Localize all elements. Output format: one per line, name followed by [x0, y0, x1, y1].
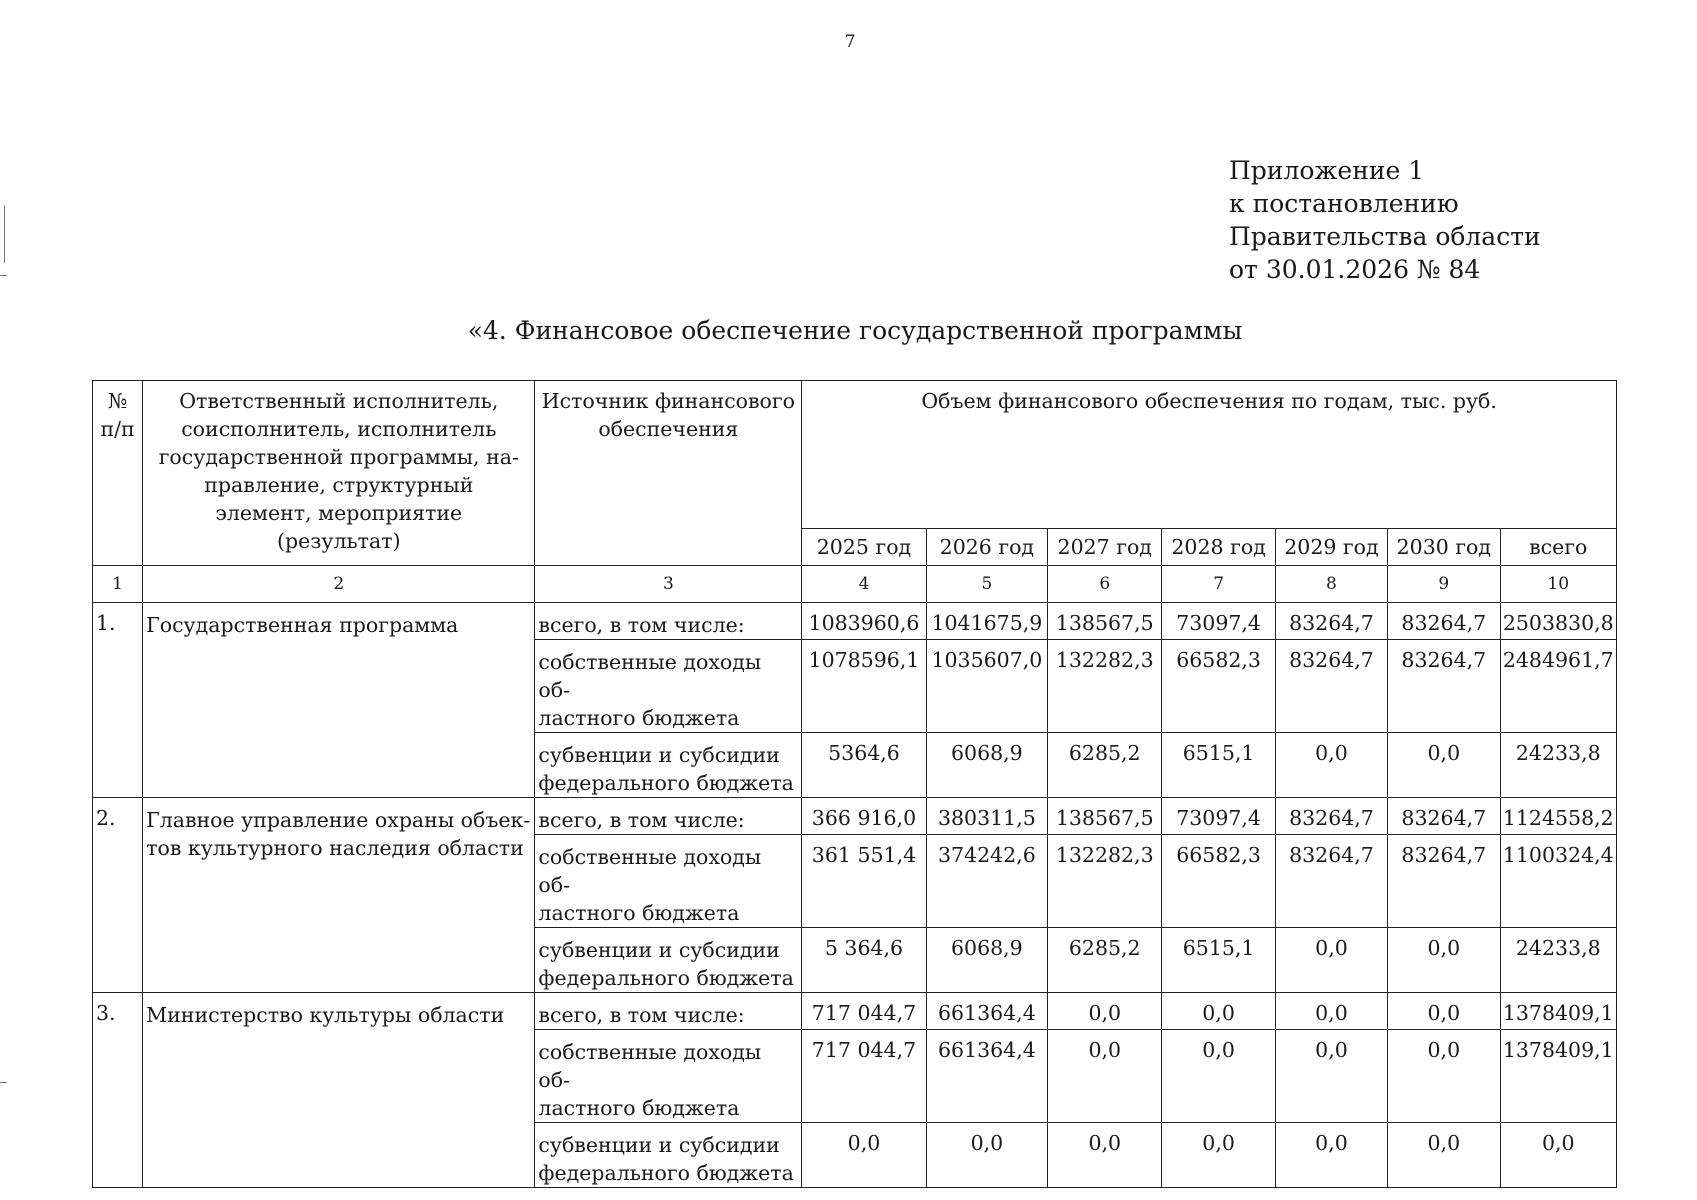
annex-line: от 30.01.2026 № 84 — [1229, 255, 1481, 284]
row-index: 2. — [93, 798, 143, 993]
year-header: 2027 год — [1048, 529, 1162, 566]
funding-source: собственные доходы об- ластного бюджета — [535, 640, 802, 733]
amount-cell: 0,0 — [1388, 1123, 1500, 1188]
amount-cell: 380311,5 — [926, 798, 1047, 835]
table-row — [93, 603, 1617, 640]
executor-name: Министерство культуры области — [143, 993, 535, 1188]
funding-source: собственные доходы об- ластного бюджета — [535, 1030, 802, 1123]
funding-source: всего, в том числе: — [535, 603, 802, 640]
amount-cell: 1378409,1 — [1500, 993, 1617, 1030]
amount-cell: 6285,2 — [1048, 928, 1162, 993]
amount-cell: 0,0 — [1048, 993, 1162, 1030]
amount-cell: 6515,1 — [1162, 733, 1275, 798]
amount-cell: 0,0 — [1048, 1030, 1162, 1123]
amount-cell: 0,0 — [1388, 928, 1500, 993]
annex-line: к постановлению — [1229, 189, 1459, 218]
amount-cell: 138567,5 — [1048, 603, 1162, 640]
amount-cell: 1035607,0 — [926, 640, 1047, 733]
amount-cell: 73097,4 — [1162, 798, 1275, 835]
column-number: 8 — [1275, 566, 1387, 603]
funding-source: субвенции и субсидии федерального бюджета — [535, 1123, 802, 1188]
amount-cell: 83264,7 — [1388, 835, 1500, 928]
header-volume — [802, 381, 1617, 529]
amount-cell: 83264,7 — [1275, 835, 1387, 928]
amount-cell: 2503830,8 — [1500, 603, 1617, 640]
amount-cell: 0,0 — [1275, 1030, 1387, 1123]
amount-cell: 0,0 — [1275, 1123, 1387, 1188]
amount-cell: 6068,9 — [926, 733, 1047, 798]
amount-cell: 0,0 — [1500, 1123, 1617, 1188]
scan-mark — [4, 205, 5, 263]
column-number: 6 — [1048, 566, 1162, 603]
column-number: 2 — [143, 566, 535, 603]
amount-cell: 6285,2 — [1048, 733, 1162, 798]
amount-cell: 138567,5 — [1048, 798, 1162, 835]
year-header: 2028 год — [1162, 529, 1275, 566]
amount-cell: 661364,4 — [926, 993, 1047, 1030]
amount-cell: 83264,7 — [1388, 798, 1500, 835]
year-header: 2025 год — [802, 529, 926, 566]
amount-cell: 661364,4 — [926, 1030, 1047, 1123]
amount-cell: 0,0 — [1388, 733, 1500, 798]
row-index: 1. — [93, 603, 143, 798]
amount-cell: 1041675,9 — [926, 603, 1047, 640]
column-number: 3 — [535, 566, 802, 603]
amount-cell: 83264,7 — [1275, 603, 1387, 640]
amount-cell: 0,0 — [802, 1123, 926, 1188]
amount-cell: 0,0 — [1388, 993, 1500, 1030]
scan-mark — [0, 1082, 7, 1083]
amount-cell: 6068,9 — [926, 928, 1047, 993]
funding-source: субвенции и субсидии федерального бюджета — [535, 928, 802, 993]
amount-cell: 24233,8 — [1500, 733, 1617, 798]
table-row — [93, 993, 1617, 1030]
amount-cell: 83264,7 — [1275, 640, 1387, 733]
annex-block — [1229, 154, 1541, 286]
column-number: 9 — [1388, 566, 1500, 603]
header-source-text: Источник финансового обеспечения — [541, 389, 795, 441]
table-row — [93, 798, 1617, 835]
amount-cell: 66582,3 — [1162, 835, 1275, 928]
amount-cell: 2484961,7 — [1500, 640, 1617, 733]
amount-cell: 6515,1 — [1162, 928, 1275, 993]
column-number: 7 — [1162, 566, 1275, 603]
amount-cell: 132282,3 — [1048, 640, 1162, 733]
amount-cell: 24233,8 — [1500, 928, 1617, 993]
amount-cell: 374242,6 — [926, 835, 1047, 928]
header-row — [93, 381, 1617, 529]
amount-cell: 717 044,7 — [802, 1030, 926, 1123]
annex-line: Правительства области — [1229, 222, 1541, 251]
amount-cell: 73097,4 — [1162, 603, 1275, 640]
amount-cell: 366 916,0 — [802, 798, 926, 835]
amount-cell: 1078596,1 — [802, 640, 926, 733]
header-executor — [143, 381, 535, 566]
amount-cell: 83264,7 — [1275, 798, 1387, 835]
header-volume-text: Объем финансового обеспечения по годам, тыс. руб. — [921, 389, 1497, 413]
amount-cell: 5364,6 — [802, 733, 926, 798]
amount-cell: 132282,3 — [1048, 835, 1162, 928]
amount-cell: 0,0 — [1162, 1030, 1275, 1123]
amount-cell: 0,0 — [1275, 733, 1387, 798]
year-header: 2030 год — [1388, 529, 1500, 566]
year-header: всего — [1500, 529, 1617, 566]
amount-cell: 83264,7 — [1388, 603, 1500, 640]
scan-mark — [0, 275, 7, 276]
amount-cell: 0,0 — [1162, 993, 1275, 1030]
amount-cell: 1083960,6 — [802, 603, 926, 640]
column-numbers-row — [93, 566, 1617, 603]
header-executor-text: Ответственный исполнитель, соисполнитель, исполнитель государственной программы, на- правление, структурный элемент, мероприятие (результат) — [158, 389, 519, 553]
funding-source: всего, в том числе: — [535, 798, 802, 835]
amount-cell: 5 364,6 — [802, 928, 926, 993]
amount-cell: 717 044,7 — [802, 993, 926, 1030]
amount-cell: 0,0 — [1388, 1030, 1500, 1123]
amount-cell: 1378409,1 — [1500, 1030, 1617, 1123]
year-header: 2026 год — [926, 529, 1047, 566]
amount-cell: 0,0 — [1275, 993, 1387, 1030]
funding-source: всего, в том числе: — [535, 993, 802, 1030]
column-number: 4 — [802, 566, 926, 603]
executor-name: Государственная программа — [143, 603, 535, 798]
amount-cell: 0,0 — [1275, 928, 1387, 993]
header-num-text: № п/п — [100, 389, 135, 441]
annex-line: Приложение 1 — [1229, 156, 1425, 185]
amount-cell: 361 551,4 — [802, 835, 926, 928]
column-number: 10 — [1500, 566, 1617, 603]
column-number: 5 — [926, 566, 1047, 603]
header-num — [93, 381, 143, 566]
amount-cell: 1100324,4 — [1500, 835, 1617, 928]
amount-cell: 0,0 — [1048, 1123, 1162, 1188]
column-number: 1 — [93, 566, 143, 603]
funding-source: собственные доходы об- ластного бюджета — [535, 835, 802, 928]
amount-cell: 0,0 — [1162, 1123, 1275, 1188]
amount-cell: 66582,3 — [1162, 640, 1275, 733]
year-header: 2029 год — [1275, 529, 1387, 566]
amount-cell: 1124558,2 — [1500, 798, 1617, 835]
financing-table — [92, 380, 1617, 1188]
document-title: «4. Финансовое обеспечение государственной программы — [467, 316, 1243, 345]
row-index: 3. — [93, 993, 143, 1188]
executor-name: Главное управление охраны объек- тов культурного наследия области — [143, 798, 535, 993]
funding-source: субвенции и субсидии федерального бюджета — [535, 733, 802, 798]
page-number: 7 — [844, 32, 856, 52]
header-source — [535, 381, 802, 566]
amount-cell: 83264,7 — [1388, 640, 1500, 733]
amount-cell: 0,0 — [926, 1123, 1047, 1188]
